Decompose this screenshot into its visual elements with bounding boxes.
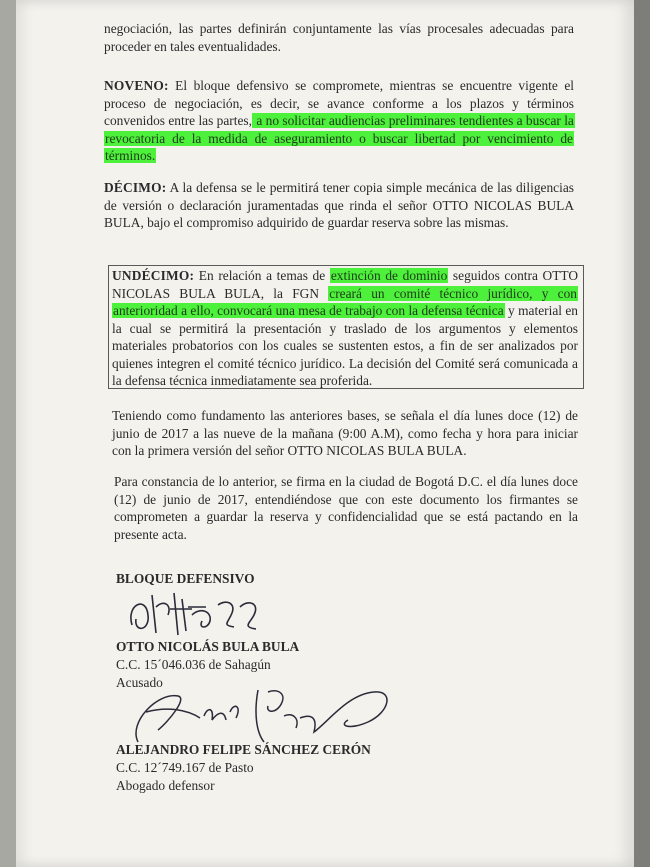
fundamento-text: Teniendo como fundamento las anteriores bases, se señala el día lunes doce (12) de junio de 2017 a las nueve de la mañana (9:00 A.M), como fecha y hora para iniciar con la primera versión del señor OTTO NICOLAS BULA BULA. — [112, 408, 578, 458]
signature-block-title: BLOQUE DEFENSIVO — [116, 571, 255, 586]
clause-undecimo-text-1: En relación a temas de — [194, 268, 330, 283]
clause-decimo-label: DÉCIMO: — [104, 180, 167, 195]
clause-noveno-label: NOVENO: — [104, 78, 169, 93]
signer2-role: Abogado defensor — [116, 778, 215, 793]
clause-undecimo-highlight-2: creará un comité técnico jurídico, y con anterioridad a ello, convocará una mesa de trabajo con la defensa técnica — [113, 285, 577, 318]
signer2-id: C.C. 12´749.167 de Pasto — [116, 760, 254, 775]
clause-undecimo-highlight-1: extinción de dominio — [330, 268, 448, 283]
clause-noveno-text: El bloque defensivo se compromete, mientras se encuentre vigente el proceso de negociación, es decir, se avance conforme a los plazos y términos convenidos entre las partes, — [104, 78, 574, 128]
clause-undecimo — [112, 267, 578, 390]
clause-decimo — [104, 179, 574, 232]
clause-decimo-text: A la defensa se le permitirá tener copia simple mecánica de las diligencias de versión o declaración juramentadas que rinda el señor OTTO NICOLAS BULA BULA, bajo el compromiso adquirido de guardar reserva sobre las mismas. — [104, 180, 574, 230]
clause-undecimo-text-2: seguidos contra OTTO NICOLAS BULA BULA, la FGN — [112, 268, 578, 301]
signature-alejandro — [118, 672, 408, 752]
signature-otto — [122, 585, 282, 645]
signer2-name: ALEJANDRO FELIPE SÁNCHEZ CERÓN — [116, 742, 371, 757]
paragraph-constancia — [114, 473, 578, 543]
intro-text: negociación, las partes definirán conjuntamente las vías procesales adecuadas para proceder en tales eventualidades. — [104, 21, 574, 54]
paragraph-intro — [104, 20, 574, 55]
clause-undecimo-label: UNDÉCIMO: — [112, 268, 195, 283]
paragraph-fundamento — [112, 407, 578, 460]
signer1-name: OTTO NICOLÁS BULA BULA — [116, 639, 300, 654]
constancia-text: Para constancia de lo anterior, se firma en la ciudad de Bogotá D.C. el día lunes doce (12) de junio de 2017, entendiéndose que con este documento los firmantes se comprometen a guardar la reserva y confidencialidad que se está pactando en la presente acta. — [114, 474, 578, 542]
clause-undecimo-text-3: y material en la cual se permitirá la presentación y traslado de los argumentos y elementos materiales probatorios con los cuales se sustenten estos, a fin de ser analizados por quienes integren el comité técnico jurídico. La decisión del Comité será comunicada a la defensa técnica inmediatamente sea proferida. — [112, 303, 578, 388]
clause-noveno — [104, 77, 574, 165]
clause-noveno-highlight: a no solicitar audiencias preliminares tendientes a buscar la revocatoria de la medida de aseguramiento o buscar libertad por vencimiento de términos. — [105, 113, 574, 163]
signer1-role: Acusado — [116, 675, 163, 690]
signer1-id: C.C. 15´046.036 de Sahagún — [116, 657, 271, 672]
